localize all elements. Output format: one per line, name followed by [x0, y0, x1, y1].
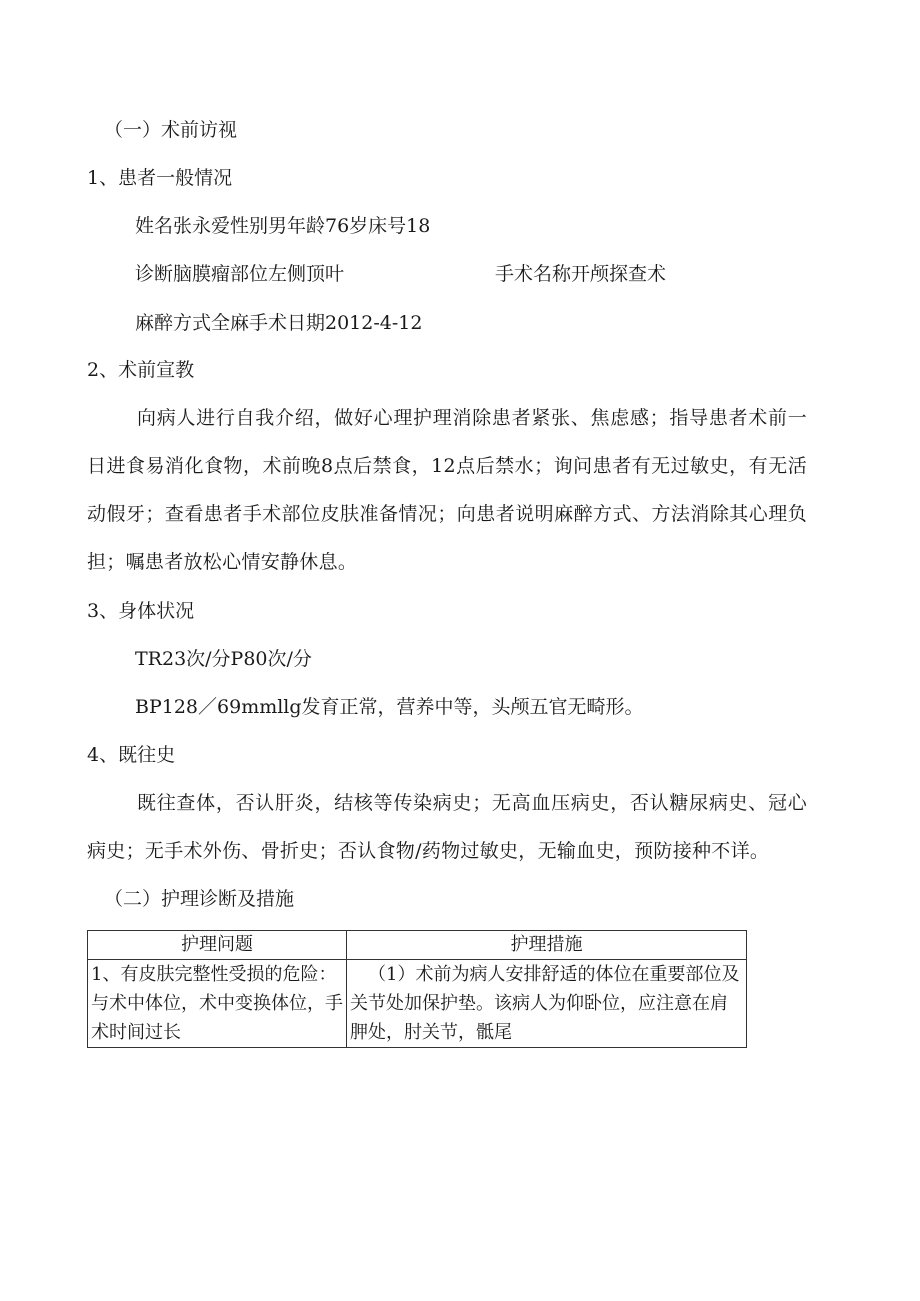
history-title: 4、既往史 [87, 744, 176, 766]
education-title: 2、术前宣教 [87, 359, 195, 381]
diagnosis-info: 诊断脑膜瘤部位左侧顶叶 [135, 263, 345, 285]
table-header-row [88, 931, 747, 960]
header-measure: 护理措施 [347, 931, 747, 960]
section1-heading: （一）术前访视 [104, 119, 238, 141]
education-paragraph: 向病人进行自我介绍，做好心理护理消除患者紧张、焦虑感；指导患者术前一日进食易消化食物，术前晚8点后禁食，12点后禁水；询问患者有无过敏史，有无活动假牙；查看患者手术部位皮肤准备情况；向患者说明麻醉方式、方法消除其心理负担；嘱患者放松心情安静休息。 [87, 407, 807, 573]
anesthesia-info: 麻醉方式全麻手术日期2012-4-12 [135, 312, 423, 334]
table-row [88, 960, 747, 1048]
header-problem: 护理问题 [88, 931, 347, 960]
physical-status-title: 3、身体状况 [87, 600, 195, 622]
general-info-title: 1、患者一般情况 [87, 167, 233, 189]
surgery-name: 手术名称开颅探查术 [495, 263, 667, 285]
care-plan-table [87, 930, 747, 1048]
blood-pressure-info: BP128／69mmllg发育正常，营养中等，头颅五官无畸形。 [135, 696, 644, 718]
problem-cell: 1、有皮肤完整性受损的危险：与术中体位，术中变换体位，手术时间过长 [88, 960, 347, 1048]
measure-cell: （1）术前为病人安排舒适的体位在重要部位及关节处加保护垫。该病人为仰卧位，应注意在肩胛处，肘关节，骶尾 [347, 960, 747, 1048]
history-paragraph: 既往查体，否认肝炎，结核等传染病史；无高血压病史，否认糖尿病史、冠心病史；无手术外伤、骨折史；否认食物/药物过敏史，无输血史，预防接种不详。 [87, 792, 807, 862]
section2-heading: （二）护理诊断及措施 [104, 888, 295, 910]
vital-signs: TR23次/分P80次/分 [135, 648, 312, 670]
patient-basic-info: 姓名张永爱性别男年龄76岁床号18 [135, 215, 431, 237]
